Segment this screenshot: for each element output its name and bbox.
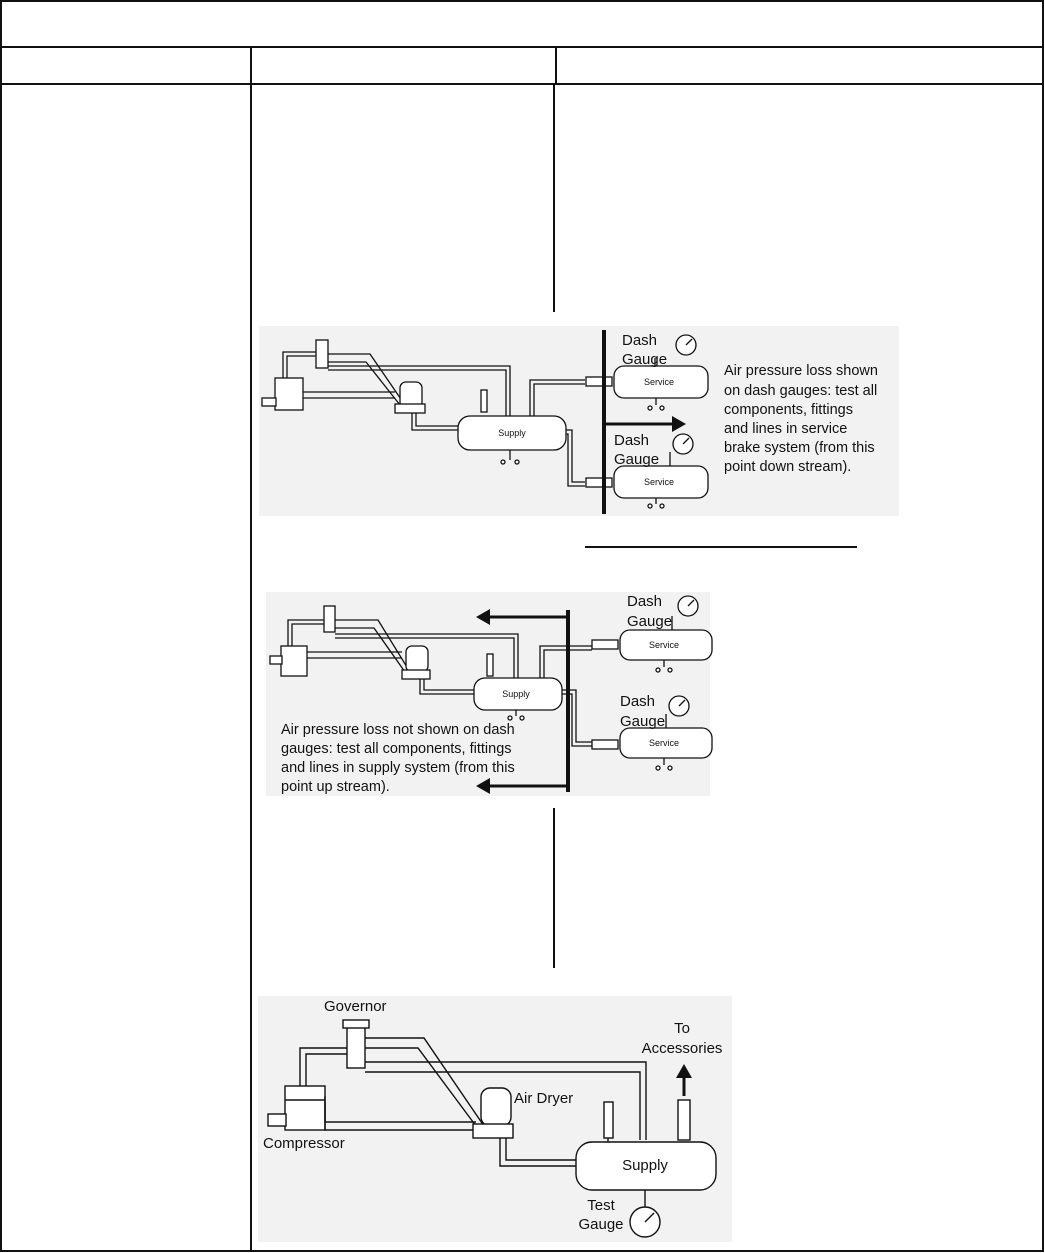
compressor-icon — [281, 646, 307, 676]
gauge-label: Gauge — [578, 1216, 624, 1233]
accessories-label: Accessories — [641, 1040, 723, 1057]
governor-icon — [316, 340, 328, 368]
note-line: gauges: test all components, fittings — [281, 741, 512, 757]
service-label-lower: Service — [648, 738, 680, 748]
governor-icon — [324, 606, 335, 632]
air-dryer-label: Air Dryer — [514, 1090, 574, 1107]
service-label-lower: Service — [643, 477, 675, 487]
gauge-label-lower: Gauge — [614, 451, 660, 468]
compressor-label: Compressor — [263, 1135, 345, 1152]
test-label: Test — [587, 1197, 615, 1214]
note-line: point up stream). — [281, 779, 390, 795]
supply-label: Supply — [502, 689, 530, 699]
note-line: Air pressure loss not shown on dash — [281, 722, 515, 738]
note-line: Air pressure loss shown — [724, 363, 878, 379]
gauge-label-lower: Gauge — [620, 713, 666, 730]
note-line: on dash gauges: test all — [724, 383, 878, 399]
note-line: components, fittings — [724, 402, 853, 418]
dash-label-lower: Dash — [620, 693, 656, 710]
supply-label: Supply — [622, 1157, 668, 1174]
note-line: and lines in service — [724, 421, 848, 437]
governor-label: Governor — [324, 998, 387, 1015]
supply-label: Supply — [498, 428, 526, 438]
governor-icon — [347, 1026, 365, 1068]
diagram-supply-system — [266, 592, 712, 796]
note-line: point down stream). — [724, 459, 852, 475]
air-dryer-icon — [406, 646, 428, 672]
compressor-icon — [285, 1086, 325, 1130]
diagram-test-gauge — [258, 996, 732, 1242]
compressor-icon — [275, 378, 303, 410]
service-label-upper: Service — [643, 377, 675, 387]
service-label-upper: Service — [648, 640, 680, 650]
dash-label-lower: Dash — [614, 432, 650, 449]
note-line: brake system (from this — [724, 440, 875, 456]
dash-label-upper: Dash — [622, 332, 658, 349]
dash-label-upper: Dash — [627, 593, 663, 610]
diagram-service-system — [259, 326, 899, 516]
gauge-label-upper: Gauge — [627, 613, 673, 630]
gauge-label-upper: Gauge — [622, 351, 668, 368]
to-label: To — [674, 1020, 690, 1037]
air-dryer-icon — [481, 1088, 511, 1126]
note-line: and lines in supply system (from this — [281, 760, 515, 776]
